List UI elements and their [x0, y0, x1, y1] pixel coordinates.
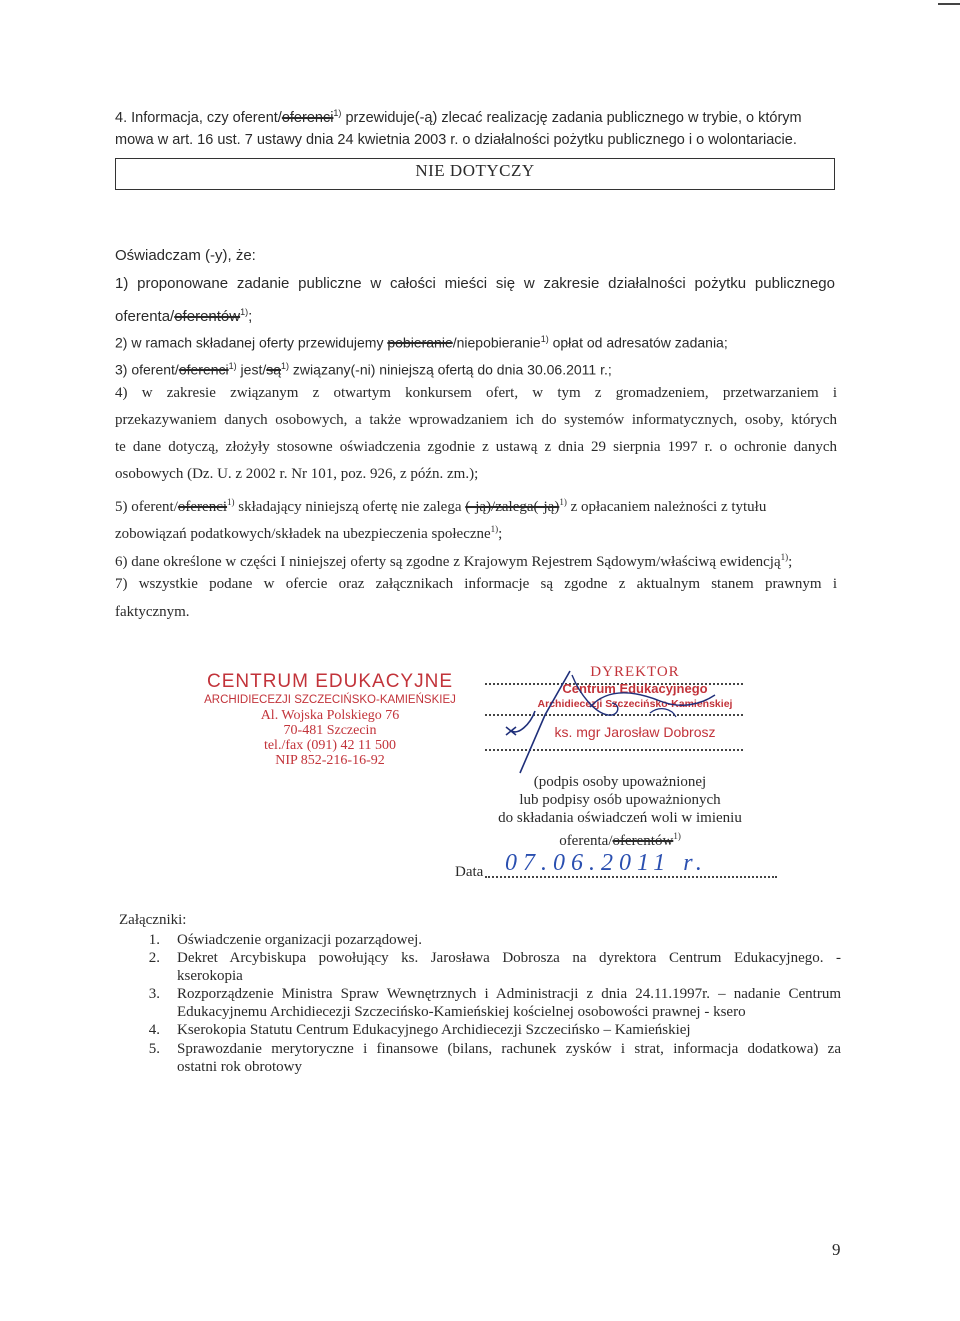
signature-caption-line4: oferenta/oferentów$^{1)}$	[559, 831, 681, 849]
director-stamp-line1: Centrum Edukacyjnego	[562, 681, 708, 696]
attachment-item-cont: Edukacyjnemu Archidiecezji Szczecińsko-Kamieńskiej kościelnej osobowości prawnej - ksero	[177, 1004, 746, 1020]
declaration-p1-line1: 1) proponowane zadanie publiczne w całości mieści się w zakresie działalności pożytku publicznego	[115, 275, 835, 292]
signature-caption-line1: (podpis osoby upoważnionej	[533, 774, 707, 790]
director-stamp-line2: Archidiecezji Szczecińsko-Kamieńskiej	[537, 698, 733, 710]
signature-caption	[470, 773, 770, 850]
stamp-org-line3: Al. Wojska Polskiego 76	[260, 708, 400, 723]
attachment-text: Rozporządzenie Ministra Spraw Wewnętrznych i Administracji z dnia 24.11.1997r. – nadanie Centrum	[177, 986, 841, 1002]
declaration-p3: 3) oferent/oferenci$^{1)}$ jest/$są^{1)}$ związany(-ni) niniejszą ofertą do dnia 30.06.2011 r.;	[115, 361, 612, 378]
attachment-text: Kserokopia Statutu Centrum Edukacyjnego Archidiecezji Szczecińsko – Kamieńskiej	[177, 1022, 691, 1038]
declaration-p4-line3: te dane dotyczą, złożyły stosowne oświadczenia zgodnie z ustawą z dnia 29 sierpnia 1997 r. o ochronie danych	[115, 439, 837, 455]
attachment-number: 5.	[148, 1041, 160, 1057]
attachment-number: 3.	[148, 986, 160, 1002]
declaration-p5-line1: 5) oferent/oferenci$^{1)}$ składający niniejszą ofertę nie zalega (-ją)/zalega(-ją)$^{1)}$ z opłacaniem należności z tytułu	[115, 497, 767, 515]
director-stamp-title: DYREKTOR	[590, 664, 680, 680]
date-value: 07.06.2011 r.	[505, 850, 708, 876]
not-applicable-text: NIE DOTYCZY	[415, 161, 535, 180]
declaration-p7-line2: faktycznym.	[115, 604, 190, 620]
page-number: 9	[832, 1240, 841, 1259]
declaration-p7-line1: 7) wszystkie podane w ofercie oraz załącznikach informacje są zgodne z aktualnym stanem prawnym i	[115, 576, 837, 592]
attachment-number: 4.	[148, 1022, 160, 1038]
stamp-org-line2: ARCHIDIECEZJI SZCZECIŃSKO-KAMIEŃSKIEJ	[204, 694, 456, 706]
declaration-p4-line2: przekazywaniem danych osobowych, a także wprowadzaniem ich do systemów informatycznych, osoby, których	[115, 412, 837, 428]
date-label: Data	[455, 864, 484, 880]
declaration-p5-line2: zobowiązań podatkowych/składek na ubezpieczenia społeczne$^{1)}$;	[115, 524, 503, 542]
attachment-text: Sprawozdanie merytoryczne i finansowe (bilans, rachunek zysków i strat, informacja dodatkowa) za	[177, 1041, 841, 1057]
signature-caption-line2: lub podpisy osób upoważnionych	[519, 792, 721, 808]
attachment-text: Oświadczenie organizacji pozarządowej.	[177, 932, 423, 948]
item4-line1: 4. Informacja, czy oferent/oferenci$^{1)}$ przewiduje(-ą) zlecać realizację zadania publicznego w trybie, o którym	[115, 108, 802, 126]
scan-edge-mark	[938, 3, 960, 5]
declaration-intro: Oświadczam (-y), że:	[115, 247, 256, 264]
attachments-title: Załączniki:	[119, 912, 187, 928]
attachment-number: 2.	[148, 950, 160, 966]
attachment-number: 1.	[148, 932, 160, 948]
stamp-org-line5: tel./fax (091) 42 11 500	[263, 738, 397, 753]
declaration-p2: 2) w ramach składanej oferty przewidujemy pobieranie/niepobieranie$^{1)}$ opłat od adresatów zadania;	[115, 334, 728, 351]
stamp-org-line1: CENTRUM EDUKACYJNE	[206, 671, 454, 692]
declaration-p6: 6) dane określone w części I niniejszej oferty są zgodne z Krajowym Rejestrem Sądowym/właściwą ewidencją$^{1)}$;	[115, 552, 793, 570]
declaration-p4-line1: 4) w zakresie związanym z otwartym konkursem ofert, w tym z gromadzeniem, przetwarzaniem i	[115, 385, 837, 401]
stamp-org-line6: NIP 852-216-16-92	[275, 753, 385, 768]
signature-caption-line3: do składania oświadczeń woli w imieniu	[498, 810, 742, 826]
attachment-text: Dekret Arcybiskupa powołujący ks. Jarosława Dobrosza na dyrektora Centrum Edukacyjnego. -	[177, 950, 841, 966]
organization-stamp	[195, 672, 465, 768]
not-applicable-box	[115, 158, 835, 190]
stamp-org-line4: 70-481 Szczecin	[283, 723, 377, 738]
attachment-item-cont: ostatni rok obrotowy	[177, 1059, 302, 1075]
handwritten-signature	[500, 665, 750, 775]
declaration-p4-line4: osobowych (Dz. U. z 2002 r. Nr 101, poz. 926, z późn. zm.);	[115, 466, 479, 482]
attachment-item-cont: kserokopia	[177, 968, 243, 984]
director-stamp-name: ks. mgr Jarosław Dobrosz	[554, 724, 716, 740]
item4-line2: mowa w art. 16 ust. 7 ustawy dnia 24 kwietnia 2003 r. o działalności pożytku publicznego i o wolontariacie.	[115, 132, 797, 148]
declaration-p1-line2: oferenta/oferentów$^{1)}$;	[115, 307, 253, 325]
